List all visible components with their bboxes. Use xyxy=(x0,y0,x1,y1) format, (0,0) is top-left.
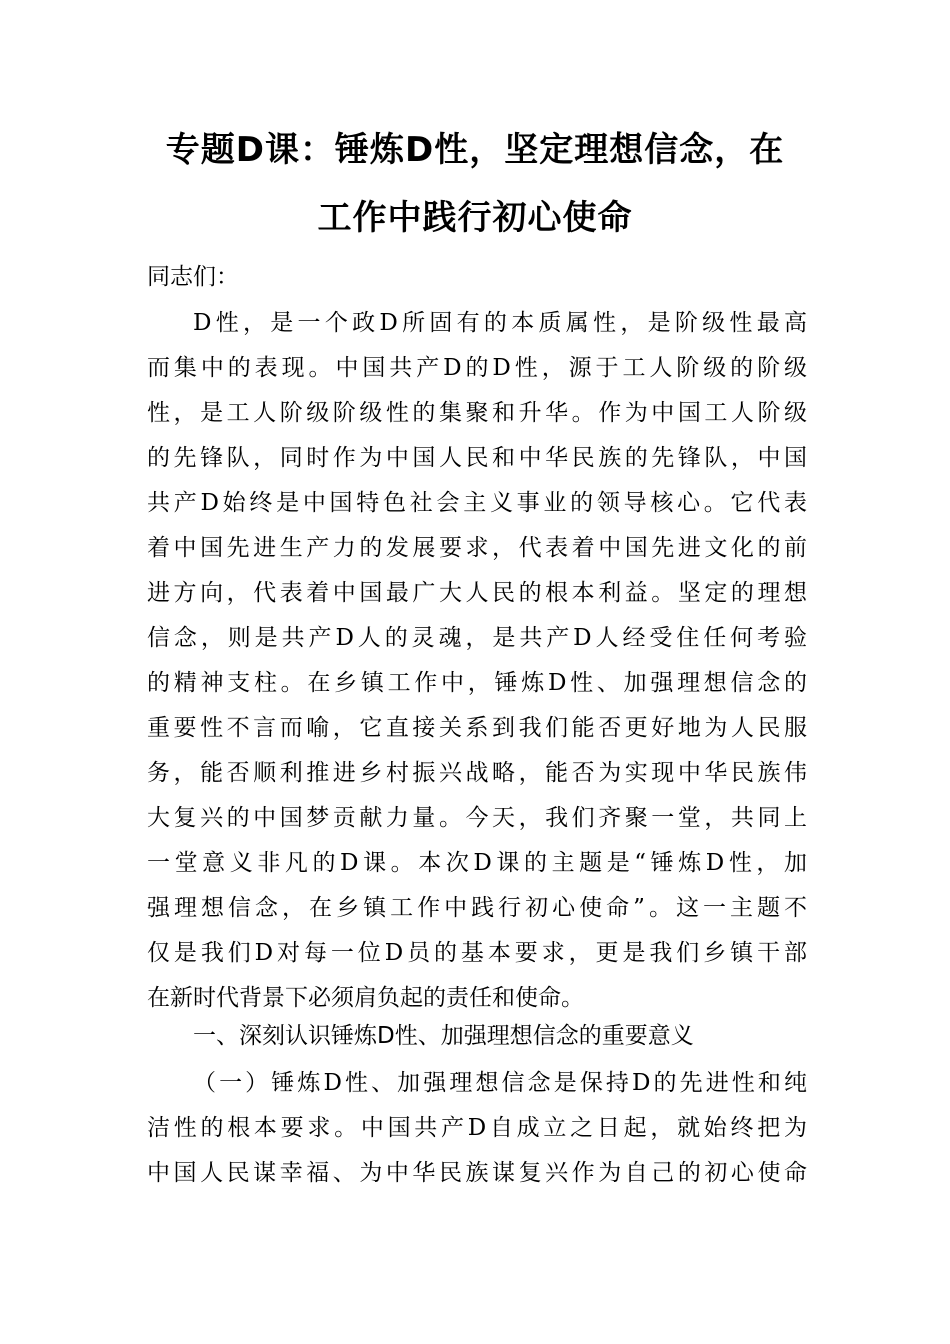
paragraph-line: 在新时代背景下必须肩负起的责任和使命。 xyxy=(147,985,584,1011)
section-heading-1: 一、深刻认识锤炼D性、加强理想信念的重要意义 xyxy=(193,1023,694,1049)
document-title-line-1: 专题D课：锤炼D性，坚定理想信念，在 xyxy=(165,130,785,170)
paragraph-line: （一）锤炼D性、加强理想信念是保持D的先进性和纯 xyxy=(193,1070,807,1096)
paragraph-line: 着中国先进生产力的发展要求，代表着中国先进文化的前 xyxy=(147,535,807,561)
paragraph-line: 重要性不言而喻，它直接关系到我们能否更好地为人民服 xyxy=(147,715,807,741)
document-title-line-2: 工作中践行初心使命 xyxy=(317,198,633,238)
paragraph-line: 进方向，代表着中国最广大人民的根本利益。坚定的理想 xyxy=(147,580,807,606)
salutation: 同志们： xyxy=(147,264,239,290)
paragraph-line: 的精神支柱。在乡镇工作中，锤炼D性、加强理想信念的 xyxy=(147,670,807,696)
paragraph-line: 一堂意义非凡的D课。本次D课的主题是“锤炼D性，加 xyxy=(147,850,807,876)
paragraph-line: 仅是我们D对每一位D员的基本要求，更是我们乡镇干部 xyxy=(147,940,807,966)
paragraph-line: 中国人民谋幸福、为中华民族谋复兴作为自己的初心使命 xyxy=(147,1160,807,1186)
paragraph-line: 性，是工人阶级阶级性的集聚和升华。作为中国工人阶级 xyxy=(147,400,807,426)
paragraph-line: 信念，则是共产D人的灵魂，是共产D人经受住任何考验 xyxy=(147,625,807,651)
paragraph-line: 洁性的根本要求。中国共产D自成立之日起，就始终把为 xyxy=(147,1115,807,1141)
paragraph-line: 而集中的表现。中国共产D的D性，源于工人阶级的阶级 xyxy=(147,355,807,381)
paragraph-line: 的先锋队，同时作为中国人民和中华民族的先锋队，中国 xyxy=(147,445,807,471)
paragraph-line: 共产D始终是中国特色社会主义事业的领导核心。它代表 xyxy=(147,490,807,516)
paragraph-line: 强理想信念，在乡镇工作中践行初心使命”。这一主题不 xyxy=(147,895,807,921)
paragraph-line: D性，是一个政D所固有的本质属性，是阶级性最高 xyxy=(193,310,807,336)
paragraph-line: 大复兴的中国梦贡献力量。今天，我们齐聚一堂，共同上 xyxy=(147,805,807,831)
paragraph-line: 务，能否顺利推进乡村振兴战略，能否为实现中华民族伟 xyxy=(147,760,807,786)
